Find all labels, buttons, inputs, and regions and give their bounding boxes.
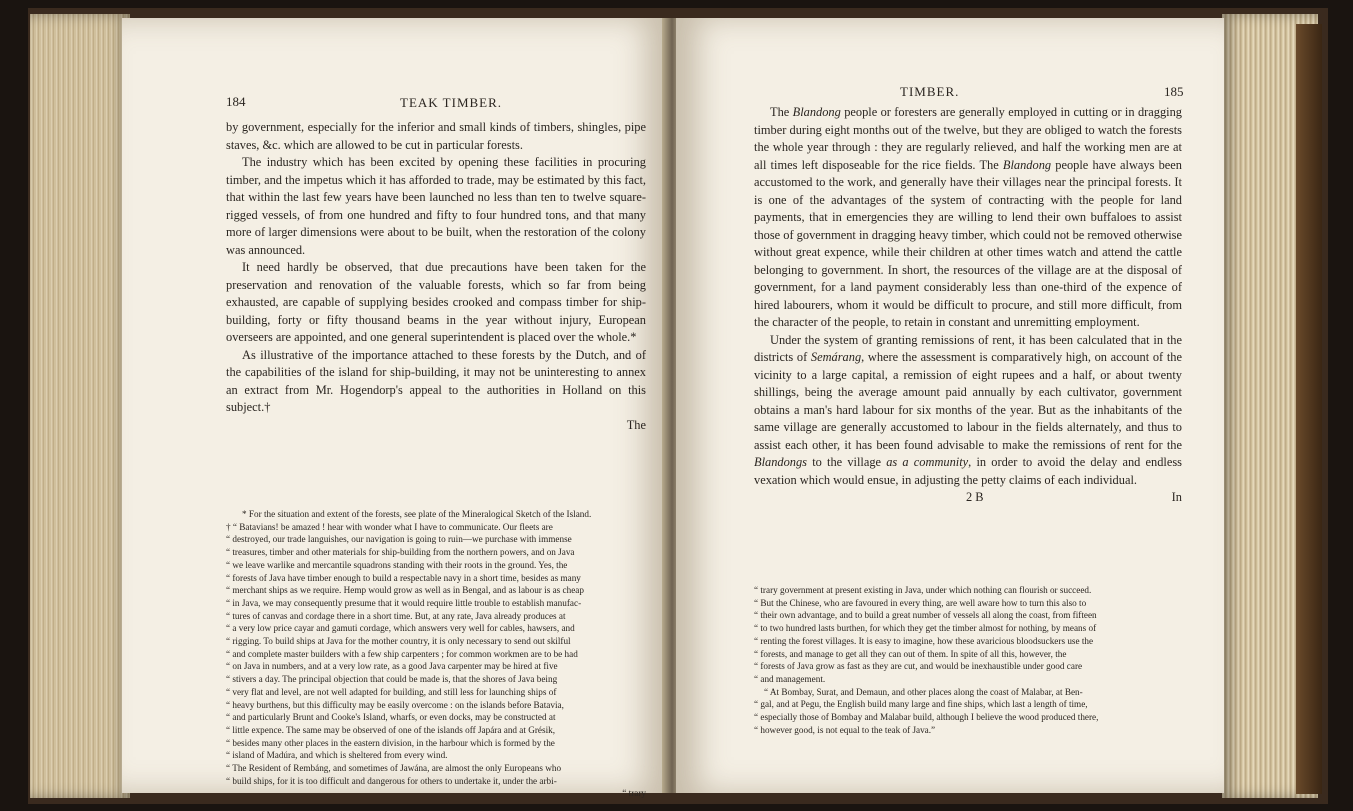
paragraph: by government, especially for the inferior and small kinds of timbers, shingles, pipe staves, &c. which are allowed to be cut in particular forests. <box>226 120 646 152</box>
catchword: In <box>1171 490 1182 504</box>
signature-line <box>754 489 1182 506</box>
footnote-line: “ especially those of Bombay and Malabar build, although I believe the wood produced there, <box>754 712 1099 723</box>
footnote-line: “ rigging. To build ships at Java for the mother country, it is only necessary to send out skilful <box>226 636 571 647</box>
paragraph: As illustrative of the importance attached to these forests by the Dutch, and of the capabilities of the island for ship-building, it may not be uninteresting to annex an extract from Mr. Hogendorp's appeal to the authorities in Holland on this subject.† <box>226 347 646 414</box>
footnote-line: “ gal, and at Pegu, the English build many large and fine ships, which last a length of time, <box>754 699 1088 710</box>
footnote-line: “ besides many other places in the eastern division, in the harbour which is formed by the <box>226 737 555 748</box>
signature-mark: 2 B <box>966 490 984 504</box>
footnote-line: “ tures of canvas and cordage there in a short time. But, at any rate, Java already produces at <box>226 610 566 621</box>
footnote-line: “ But the Chinese, who are favoured in every thing, are well aware how to turn this also to <box>754 597 1087 608</box>
book-cover-edge <box>1296 24 1322 794</box>
running-head: TIMBER. <box>900 84 960 99</box>
footnote-line: “ on Java in numbers, and at a very low rate, as a good Java carpenter may be hired at five <box>226 661 558 672</box>
footnote-line: † “ Batavians! be amazed ! hear with wonder what I have to communicate. Our fleets are <box>226 521 553 532</box>
footnote-line: “ forests, and manage to get all they can out of them. In spite of all this, however, the <box>754 648 1067 659</box>
footnote-line: “ their own advantage, and to build a great number of vessels all along the coast, from fifteen <box>754 610 1097 621</box>
right-page <box>676 18 1224 793</box>
page-number: 184 <box>226 94 246 109</box>
page-number: 185 <box>1164 84 1184 99</box>
footnote-line: “ island of Madúra, and which is sheltered from every wind. <box>226 750 448 761</box>
footnote-line: “ and particularly Brunt and Cooke's Island, wharfs, or even docks, may be constructed at <box>226 712 556 723</box>
footnote-line: “ little expence. The same may be observed of one of the islands off Japára and at Grésik, <box>226 724 556 735</box>
paragraph: Under the system of granting remissions of rent, it has been calculated that in the districts of Semárang, where the assessment is comparatively high, on account of the vicinity to a large capital, a remission of eight rupees and a half, or about twenty shillings, being the average amount paid annually by each cultivator, government obtains a man's hard labour for six months of the year. But as the inhabitants of the same village are generally accustomed to labour in the fields alternately, and thus to assist each other, it has been found advisable to make the remissions of rent for the Blandongs to the village as a community, in order to avoid the delay and endless vexation which would ensue, in adjusting the petty claims of each individual. <box>754 332 1182 487</box>
footnote-line: “ very flat and level, are not well adapted for building, and still less for launching ships of <box>226 686 557 697</box>
footnote-line: “ merchant ships as we require. Hemp would grow as well as in Bengal, and as labour is as cheap <box>226 585 584 596</box>
paragraph: The industry which has been excited by opening these facilities in procuring timber, and the impetus which it has afforded to trade, may be estimated by this fact, that within the last few years have been launched no less than ten to twelve square-rigged vessels, of from one hundred and fifty to four hundred tons, and that many more of larger dimensions were about to be built, when the restoration of the colony was announced. <box>226 155 646 257</box>
footnote-line: “ forests of Java have timber enough to build a respectable navy in a short time, besides as many <box>226 572 581 583</box>
footnote-line: “ destroyed, our trade languishes, our navigation is going to ruin—we purchase with immense <box>226 534 572 545</box>
body-text <box>754 104 1182 506</box>
page-edges-left <box>30 14 130 798</box>
footnote-line: “ and complete master builders with a few ship carpenters ; for common workmen are to be had <box>226 648 578 659</box>
footnote-line: “ we leave warlike and mercantile squadrons standing with their roots in the ground. Yes, the <box>226 559 568 570</box>
footnote-line: “ At Bombay, Surat, and Demaun, and other places along the coast of Malabar, at Ben- <box>764 686 1083 697</box>
footnote-line: “ trary government at present existing in Java, under which nothing can flourish or succeed. <box>754 585 1092 595</box>
footnote-line: “ in Java, we may consequently presume that it would require little trouble to establish manufac- <box>226 597 582 608</box>
body-text <box>226 119 646 434</box>
footnote-line: “ forests of Java grow as fast as they are cut, and would be inexhaustible under good care <box>754 661 1083 672</box>
footnote-line: “ The Resident of Rembáng, and sometimes of Jawána, are almost the only Europeans who <box>226 763 562 774</box>
left-page <box>122 18 668 799</box>
catchword: The <box>626 417 646 432</box>
footnote-catchword: “ trary <box>622 788 646 799</box>
footnote-line: “ build ships, for it is too difficult and dangerous for others to undertake it, under the arbi- <box>226 775 557 786</box>
footnote-line: “ treasures, timber and other materials for ship-building from the northern powers, and on Java <box>226 547 575 558</box>
footnote-line: “ however good, is not equal to the teak of Java.” <box>754 724 936 735</box>
footnotes <box>226 508 646 800</box>
footnote-line: “ to two hundred lasts burthen, for which they get the timber almost for nothing, by means of <box>754 623 1097 634</box>
paragraph: The Blandong people or foresters are generally employed in cutting or in dragging timber during eight months out of the twelve, but they are obliged to watch the forests the whole year through : they are regularly relieved, and half the working men are at all times left disposeable for the rice fields. The Blandong people have always been accustomed to the work, and generally have their villages near the principal forests. It is one of the advantages of the system of contracting with the people for land payments, that in emergencies they are willing to lend their own buffaloes to assist those of government in dragging heavy timber, which could not be removed otherwise without great expence, while their children at other times watch and attend the cattle belonging to government. In short, the resources of the village are at the disposal of government, for a land payment considerably less than one-third of the expence of hired labourers, whom it would be difficult to procure, and still more difficult, from the character of the people, to retain in constant and unremitting employment. <box>754 105 1182 329</box>
footnote-line: “ renting the forest villages. It is easy to imagine, how these avaricious bloodsuckers use the <box>754 635 1094 646</box>
paragraph: It need hardly be observed, that due precautions have been taken for the preservation and renovation of the valuable forests, which so far from being exhausted, are capable of supplying besides crooked and compass timber for ship-building, forty or fifty thousand beams in the year without injury, European overseers are appointed, and one general superintendent is placed over the whole.* <box>226 260 646 344</box>
footnote: * For the situation and extent of the forests, see plate of the Mineralogical Sketch of the Island. <box>242 509 592 519</box>
footnote-line: “ stivers a day. The principal objection that could be made is, that the shores of Java being <box>226 674 558 685</box>
footnotes <box>754 584 1182 736</box>
footnote-line: “ a very low price cayar and gamuti cordage, which answers very well for cables, hawsers, and <box>226 623 575 634</box>
running-head: TEAK TIMBER. <box>400 95 503 110</box>
footnote-line: “ heavy burthens, but this difficulty may be easily overcome : on the islands before Batavia, <box>226 699 564 710</box>
footnote-line: “ and management. <box>754 673 826 684</box>
